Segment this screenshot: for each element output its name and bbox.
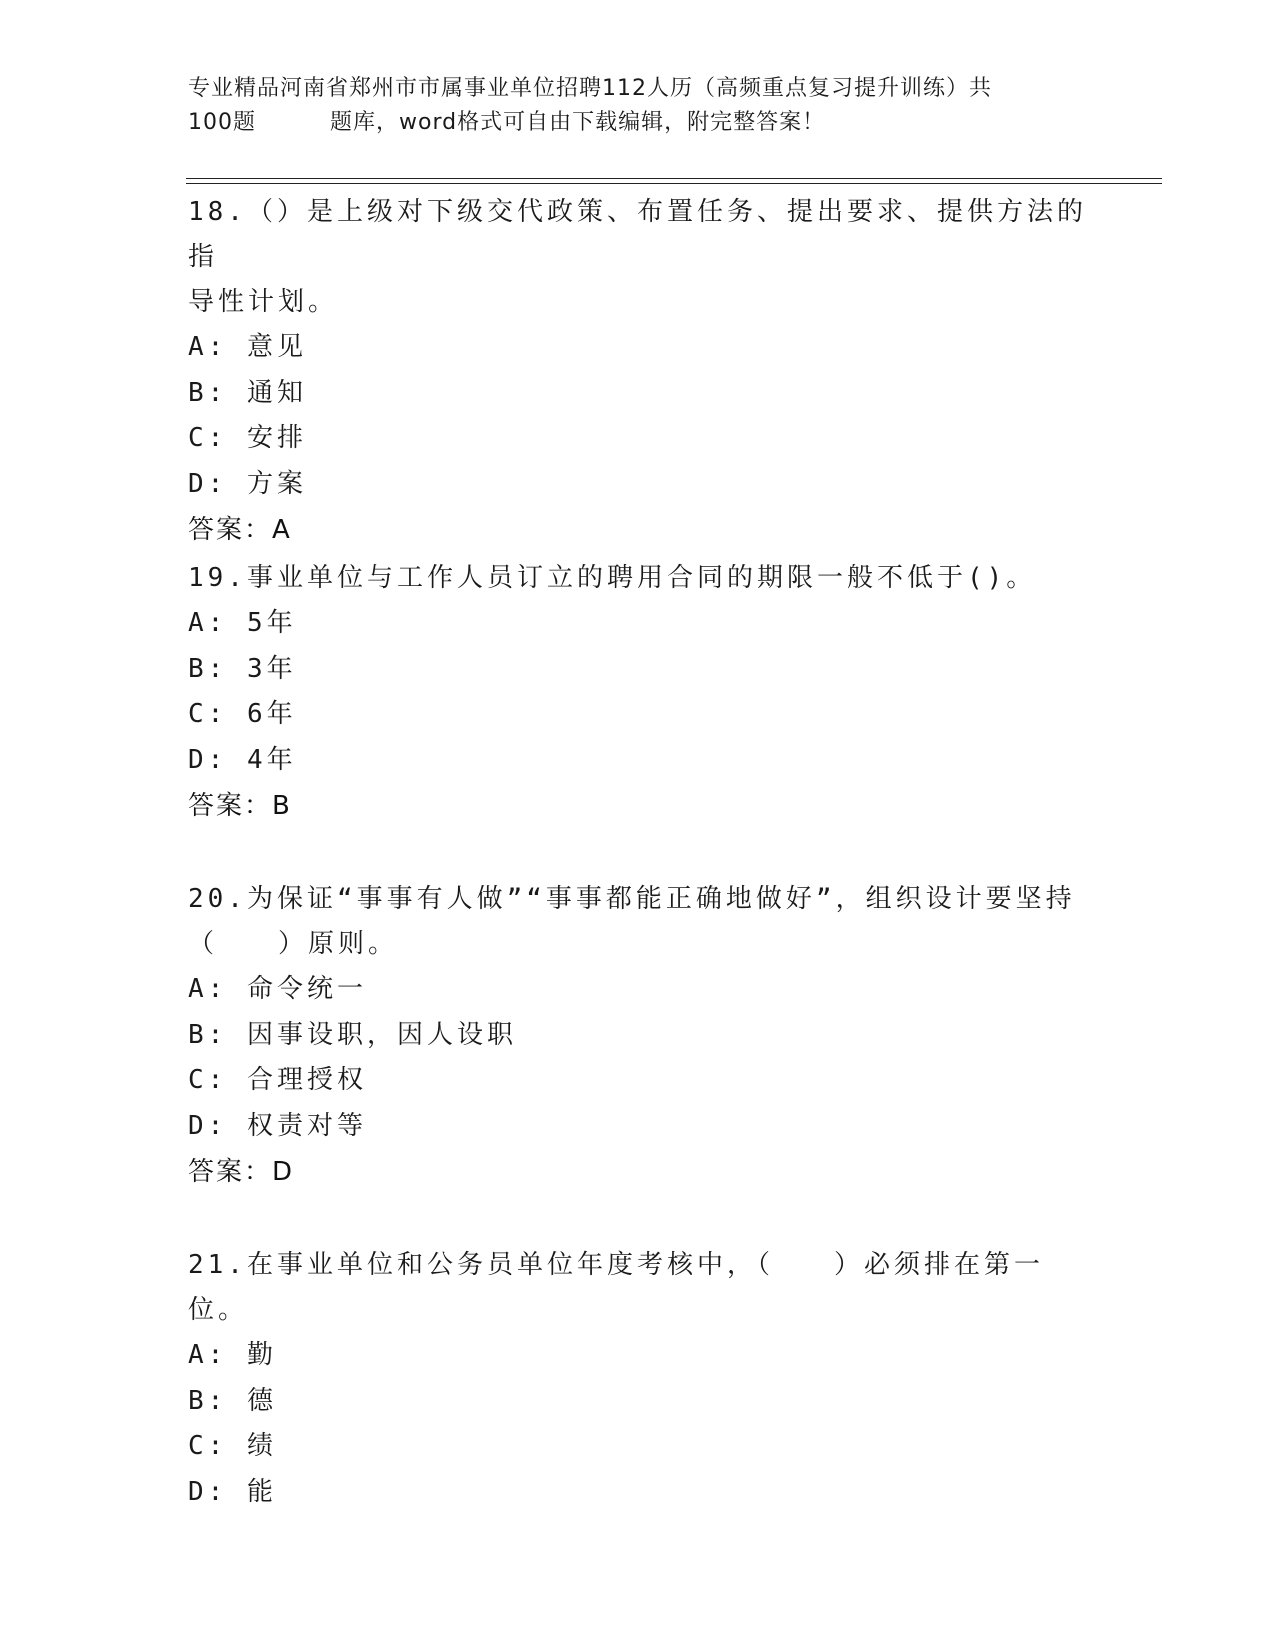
question-21 [188, 1243, 1088, 1515]
option-c: C: 合理授权 [188, 1065, 367, 1095]
header-title-line1: 专业精品河南省郑州市市属事业单位招聘112人历（高频重点复习提升训练）共 [188, 76, 992, 101]
question-stem-line2: 导性计划。 [188, 287, 339, 317]
question-19 [188, 556, 1088, 829]
option-b: B: 德 [188, 1385, 277, 1416]
option-b: B: 因事设职，因人设职 [188, 1019, 517, 1050]
option-c: C: 安排 [188, 423, 307, 453]
header-divider-bottom [186, 183, 1162, 184]
header-title-line2 [188, 106, 1088, 140]
answer-label: 答案：A [188, 515, 292, 545]
question-stem-line1: 18.（）是上级对下级交代政策、布置任务、提出要求、提供方法的指 [188, 197, 1087, 272]
option-a: A: 意见 [188, 332, 307, 362]
option-a: A: 勤 [188, 1340, 277, 1370]
option-d: D: 能 [188, 1476, 277, 1507]
option-d: D: 权责对等 [188, 1110, 367, 1141]
question-stem-line1: 19.事业单位与工作人员订立的聘用合同的期限一般不低于()。 [188, 563, 1037, 593]
option-b: B: 通知 [188, 377, 307, 408]
question-18 [188, 190, 1088, 553]
document-header [188, 72, 1088, 140]
option-c: C: 6年 [188, 699, 297, 729]
answer-label: 答案：B [188, 791, 292, 821]
option-a: A: 命令统一 [188, 974, 367, 1004]
option-c: C: 绩 [188, 1431, 277, 1461]
option-d: D: 4年 [188, 744, 297, 775]
question-20 [188, 877, 1088, 1195]
question-stem-line1: 20.为保证“事事有人做”“事事都能正确地做好”，组织设计要坚持 [188, 884, 1076, 914]
header-divider-top [186, 178, 1162, 179]
answer-label: 答案：D [188, 1157, 295, 1187]
question-stem-line2: （ ）原则。 [188, 929, 399, 959]
header-description: 题库，word格式可自由下载编辑，附完整答案！ [330, 110, 826, 135]
header-question-count: 100题 [188, 110, 256, 135]
question-stem-line1: 21.在事业单位和公务员单位年度考核中，（ ）必须排在第一位。 [188, 1250, 1044, 1325]
option-b: B: 3年 [188, 653, 297, 684]
option-d: D: 方案 [188, 468, 307, 499]
option-a: A: 5年 [188, 608, 297, 638]
